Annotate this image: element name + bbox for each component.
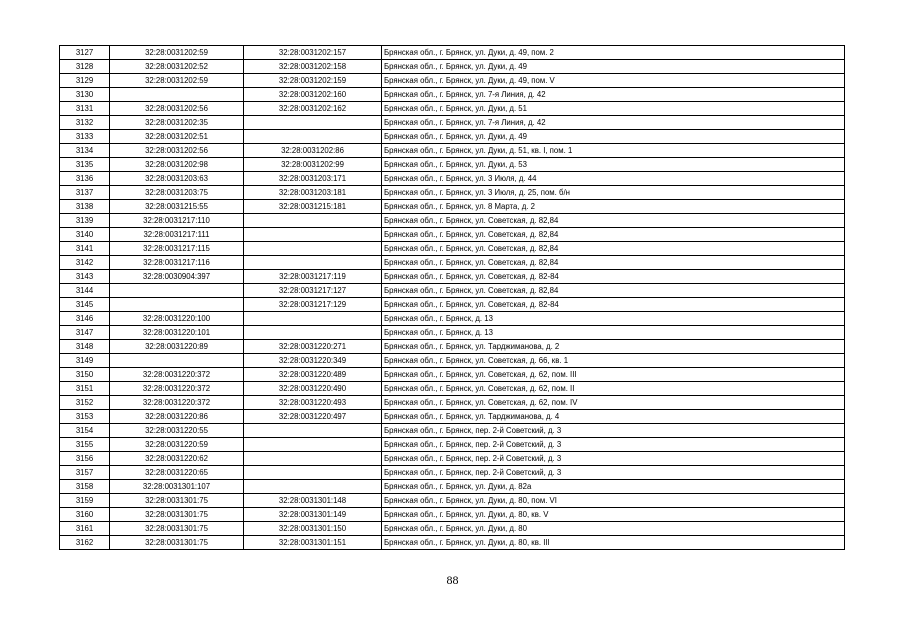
table-row xyxy=(60,186,845,200)
object-cadastral-number-cell xyxy=(244,214,382,228)
row-number-cell: 3143 xyxy=(60,270,110,284)
object-cadastral-number-cell xyxy=(244,326,382,340)
cadastral-number-cell: 32:28:0031301:75 xyxy=(110,536,244,550)
object-cadastral-number-cell: 32:28:0031220:493 xyxy=(244,396,382,410)
address-cell: Брянская обл., г. Брянск, пер. 2-й Советский, д. 3 xyxy=(382,466,845,480)
cadastral-number-cell: 32:28:0031301:75 xyxy=(110,508,244,522)
row-number-cell: 3148 xyxy=(60,340,110,354)
table-row xyxy=(60,508,845,522)
object-cadastral-number-cell: 32:28:0031202:159 xyxy=(244,74,382,88)
table-row xyxy=(60,480,845,494)
address-cell: Брянская обл., г. Брянск, ул. Дуки, д. 51, кв. I, пом. 1 xyxy=(382,144,845,158)
address-cell: Брянская обл., г. Брянск, ул. Дуки, д. 80 xyxy=(382,522,845,536)
object-cadastral-number-cell: 32:28:0031301:150 xyxy=(244,522,382,536)
cadastral-number-cell: 32:28:0031217:115 xyxy=(110,242,244,256)
cadastral-number-cell: 32:28:0031220:372 xyxy=(110,382,244,396)
table-row xyxy=(60,172,845,186)
table-row xyxy=(60,438,845,452)
cadastral-number-cell: 32:28:0031220:55 xyxy=(110,424,244,438)
table-row xyxy=(60,242,845,256)
table-row xyxy=(60,354,845,368)
table-row xyxy=(60,88,845,102)
address-cell: Брянская обл., г. Брянск, ул. Советская, д. 62, пом. IV xyxy=(382,396,845,410)
cadastral-number-cell: 32:28:0031202:51 xyxy=(110,130,244,144)
address-cell: Брянская обл., г. Брянск, д. 13 xyxy=(382,326,845,340)
address-cell: Брянская обл., г. Брянск, ул. Советская, д. 82,84 xyxy=(382,284,845,298)
address-cell: Брянская обл., г. Брянск, ул. 3 Июля, д. 25, пом. б/н xyxy=(382,186,845,200)
row-number-cell: 3154 xyxy=(60,424,110,438)
object-cadastral-number-cell: 32:28:0031217:119 xyxy=(244,270,382,284)
table-row xyxy=(60,270,845,284)
address-cell: Брянская обл., г. Брянск, ул. Дуки, д. 49 xyxy=(382,60,845,74)
address-cell: Брянская обл., г. Брянск, ул. 8 Марта, д. 2 xyxy=(382,200,845,214)
cadastral-number-cell: 32:28:0031220:59 xyxy=(110,438,244,452)
row-number-cell: 3156 xyxy=(60,452,110,466)
row-number-cell: 3128 xyxy=(60,60,110,74)
object-cadastral-number-cell xyxy=(244,130,382,144)
cadastral-number-cell xyxy=(110,298,244,312)
address-cell: Брянская обл., г. Брянск, ул. Советская, д. 82-84 xyxy=(382,270,845,284)
cadastral-number-cell: 32:28:0031220:62 xyxy=(110,452,244,466)
object-cadastral-number-cell xyxy=(244,424,382,438)
cadastral-number-cell: 32:28:0031301:75 xyxy=(110,494,244,508)
row-number-cell: 3135 xyxy=(60,158,110,172)
table-row xyxy=(60,340,845,354)
table-row xyxy=(60,200,845,214)
object-cadastral-number-cell: 32:28:0031202:157 xyxy=(244,46,382,60)
table-row xyxy=(60,396,845,410)
object-cadastral-number-cell: 32:28:0031202:99 xyxy=(244,158,382,172)
row-number-cell: 3132 xyxy=(60,116,110,130)
table-row xyxy=(60,102,845,116)
object-cadastral-number-cell: 32:28:0031217:127 xyxy=(244,284,382,298)
object-cadastral-number-cell: 32:28:0031220:489 xyxy=(244,368,382,382)
object-cadastral-number-cell: 32:28:0031202:160 xyxy=(244,88,382,102)
address-cell: Брянская обл., г. Брянск, ул. Советская, д. 82-84 xyxy=(382,298,845,312)
object-cadastral-number-cell: 32:28:0031301:148 xyxy=(244,494,382,508)
object-cadastral-number-cell: 32:28:0031202:162 xyxy=(244,102,382,116)
row-number-cell: 3127 xyxy=(60,46,110,60)
table-row xyxy=(60,494,845,508)
table-row xyxy=(60,298,845,312)
address-cell: Брянская обл., г. Брянск, ул. Советская, д. 82,84 xyxy=(382,256,845,270)
address-cell: Брянская обл., г. Брянск, ул. Дуки, д. 49, пом. V xyxy=(382,74,845,88)
cadastral-number-cell: 32:28:0031202:59 xyxy=(110,46,244,60)
table-row xyxy=(60,522,845,536)
address-cell: Брянская обл., г. Брянск, пер. 2-й Советский, д. 3 xyxy=(382,424,845,438)
object-cadastral-number-cell xyxy=(244,452,382,466)
object-cadastral-number-cell xyxy=(244,438,382,452)
table-row xyxy=(60,158,845,172)
row-number-cell: 3162 xyxy=(60,536,110,550)
table-row xyxy=(60,410,845,424)
cadastral-number-cell: 32:28:0031215:55 xyxy=(110,200,244,214)
object-cadastral-number-cell xyxy=(244,312,382,326)
address-cell: Брянская обл., г. Брянск, ул. 3 Июля, д. 44 xyxy=(382,172,845,186)
object-cadastral-number-cell: 32:28:0031220:490 xyxy=(244,382,382,396)
object-cadastral-number-cell: 32:28:0031217:129 xyxy=(244,298,382,312)
row-number-cell: 3160 xyxy=(60,508,110,522)
object-cadastral-number-cell: 32:28:0031301:151 xyxy=(244,536,382,550)
address-cell: Брянская обл., г. Брянск, ул. Дуки, д. 49, пом. 2 xyxy=(382,46,845,60)
table-row xyxy=(60,214,845,228)
table-row xyxy=(60,452,845,466)
table-row xyxy=(60,74,845,88)
address-cell: Брянская обл., г. Брянск, ул. Советская, д. 82,84 xyxy=(382,242,845,256)
table-row xyxy=(60,424,845,438)
cadastral-number-cell: 32:28:0031217:110 xyxy=(110,214,244,228)
row-number-cell: 3140 xyxy=(60,228,110,242)
cadastral-number-cell: 32:28:0031202:56 xyxy=(110,102,244,116)
row-number-cell: 3139 xyxy=(60,214,110,228)
registry-table xyxy=(59,45,845,550)
object-cadastral-number-cell xyxy=(244,466,382,480)
address-cell: Брянская обл., г. Брянск, пер. 2-й Советский, д. 3 xyxy=(382,452,845,466)
cadastral-number-cell: 32:28:0031217:116 xyxy=(110,256,244,270)
object-cadastral-number-cell: 32:28:0031202:158 xyxy=(244,60,382,74)
cadastral-number-cell: 32:28:0031202:52 xyxy=(110,60,244,74)
object-cadastral-number-cell: 32:28:0031301:149 xyxy=(244,508,382,522)
address-cell: Брянская обл., г. Брянск, ул. Дуки, д. 51 xyxy=(382,102,845,116)
table-row xyxy=(60,46,845,60)
table-row xyxy=(60,116,845,130)
table-row xyxy=(60,130,845,144)
cadastral-number-cell: 32:28:0031202:98 xyxy=(110,158,244,172)
table-row xyxy=(60,326,845,340)
row-number-cell: 3158 xyxy=(60,480,110,494)
address-cell: Брянская обл., г. Брянск, ул. Советская, д. 62, пом. II xyxy=(382,382,845,396)
address-cell: Брянская обл., г. Брянск, ул. Советская, д. 82,84 xyxy=(382,228,845,242)
table-row xyxy=(60,284,845,298)
table-row xyxy=(60,368,845,382)
cadastral-number-cell: 32:28:0031220:65 xyxy=(110,466,244,480)
table-row xyxy=(60,536,845,550)
table-row xyxy=(60,312,845,326)
address-cell: Брянская обл., г. Брянск, ул. 7-я Линия, д. 42 xyxy=(382,116,845,130)
object-cadastral-number-cell xyxy=(244,256,382,270)
page-number: 88 xyxy=(446,573,459,587)
row-number-cell: 3147 xyxy=(60,326,110,340)
row-number-cell: 3157 xyxy=(60,466,110,480)
row-number-cell: 3130 xyxy=(60,88,110,102)
row-number-cell: 3129 xyxy=(60,74,110,88)
row-number-cell: 3153 xyxy=(60,410,110,424)
address-cell: Брянская обл., г. Брянск, ул. Дуки, д. 80, кв. III xyxy=(382,536,845,550)
cadastral-number-cell: 32:28:0031202:59 xyxy=(110,74,244,88)
row-number-cell: 3133 xyxy=(60,130,110,144)
cadastral-number-cell: 32:28:0031202:56 xyxy=(110,144,244,158)
cadastral-number-cell: 32:28:0031220:372 xyxy=(110,368,244,382)
cadastral-number-cell: 32:28:0031203:75 xyxy=(110,186,244,200)
object-cadastral-number-cell xyxy=(244,116,382,130)
address-cell: Брянская обл., г. Брянск, ул. Дуки, д. 53 xyxy=(382,158,845,172)
object-cadastral-number-cell xyxy=(244,242,382,256)
row-number-cell: 3144 xyxy=(60,284,110,298)
object-cadastral-number-cell: 32:28:0031220:497 xyxy=(244,410,382,424)
address-cell: Брянская обл., г. Брянск, ул. Дуки, д. 82а xyxy=(382,480,845,494)
row-number-cell: 3137 xyxy=(60,186,110,200)
table-row xyxy=(60,256,845,270)
row-number-cell: 3136 xyxy=(60,172,110,186)
cadastral-number-cell xyxy=(110,88,244,102)
object-cadastral-number-cell: 32:28:0031220:349 xyxy=(244,354,382,368)
address-cell: Брянская обл., г. Брянск, ул. Советская, д. 66, кв. 1 xyxy=(382,354,845,368)
cadastral-number-cell: 32:28:0031203:63 xyxy=(110,172,244,186)
row-number-cell: 3145 xyxy=(60,298,110,312)
cadastral-number-cell: 32:28:0030904:397 xyxy=(110,270,244,284)
cadastral-number-cell: 32:28:0031220:89 xyxy=(110,340,244,354)
cadastral-number-cell: 32:28:0031301:107 xyxy=(110,480,244,494)
cadastral-number-cell: 32:28:0031220:86 xyxy=(110,410,244,424)
registry-table-body xyxy=(60,46,845,550)
address-cell: Брянская обл., г. Брянск, д. 13 xyxy=(382,312,845,326)
cadastral-number-cell xyxy=(110,284,244,298)
row-number-cell: 3152 xyxy=(60,396,110,410)
address-cell: Брянская обл., г. Брянск, ул. Тарджиманова, д. 4 xyxy=(382,410,845,424)
object-cadastral-number-cell: 32:28:0031203:171 xyxy=(244,172,382,186)
row-number-cell: 3149 xyxy=(60,354,110,368)
address-cell: Брянская обл., г. Брянск, ул. Советская, д. 62, пом. III xyxy=(382,368,845,382)
cadastral-number-cell: 32:28:0031301:75 xyxy=(110,522,244,536)
row-number-cell: 3141 xyxy=(60,242,110,256)
row-number-cell: 3150 xyxy=(60,368,110,382)
address-cell: Брянская обл., г. Брянск, ул. Дуки, д. 49 xyxy=(382,130,845,144)
table-row xyxy=(60,60,845,74)
table-row xyxy=(60,228,845,242)
row-number-cell: 3138 xyxy=(60,200,110,214)
object-cadastral-number-cell xyxy=(244,480,382,494)
row-number-cell: 3134 xyxy=(60,144,110,158)
row-number-cell: 3161 xyxy=(60,522,110,536)
table-row xyxy=(60,144,845,158)
address-cell: Брянская обл., г. Брянск, ул. Дуки, д. 80, пом. VI xyxy=(382,494,845,508)
object-cadastral-number-cell: 32:28:0031215:181 xyxy=(244,200,382,214)
object-cadastral-number-cell: 32:28:0031220:271 xyxy=(244,340,382,354)
object-cadastral-number-cell xyxy=(244,228,382,242)
row-number-cell: 3159 xyxy=(60,494,110,508)
cadastral-number-cell: 32:28:0031217:111 xyxy=(110,228,244,242)
table-row xyxy=(60,382,845,396)
cadastral-number-cell: 32:28:0031220:100 xyxy=(110,312,244,326)
address-cell: Брянская обл., г. Брянск, ул. 7-я Линия, д. 42 xyxy=(382,88,845,102)
cadastral-number-cell: 32:28:0031220:101 xyxy=(110,326,244,340)
object-cadastral-number-cell: 32:28:0031202:86 xyxy=(244,144,382,158)
row-number-cell: 3146 xyxy=(60,312,110,326)
row-number-cell: 3151 xyxy=(60,382,110,396)
address-cell: Брянская обл., г. Брянск, пер. 2-й Советский, д. 3 xyxy=(382,438,845,452)
address-cell: Брянская обл., г. Брянск, ул. Тарджиманова, д. 2 xyxy=(382,340,845,354)
row-number-cell: 3142 xyxy=(60,256,110,270)
cadastral-number-cell: 32:28:0031202:35 xyxy=(110,116,244,130)
object-cadastral-number-cell: 32:28:0031203:181 xyxy=(244,186,382,200)
table-row xyxy=(60,466,845,480)
address-cell: Брянская обл., г. Брянск, ул. Советская, д. 82,84 xyxy=(382,214,845,228)
row-number-cell: 3155 xyxy=(60,438,110,452)
row-number-cell: 3131 xyxy=(60,102,110,116)
address-cell: Брянская обл., г. Брянск, ул. Дуки, д. 80, кв. V xyxy=(382,508,845,522)
cadastral-number-cell: 32:28:0031220:372 xyxy=(110,396,244,410)
cadastral-number-cell xyxy=(110,354,244,368)
